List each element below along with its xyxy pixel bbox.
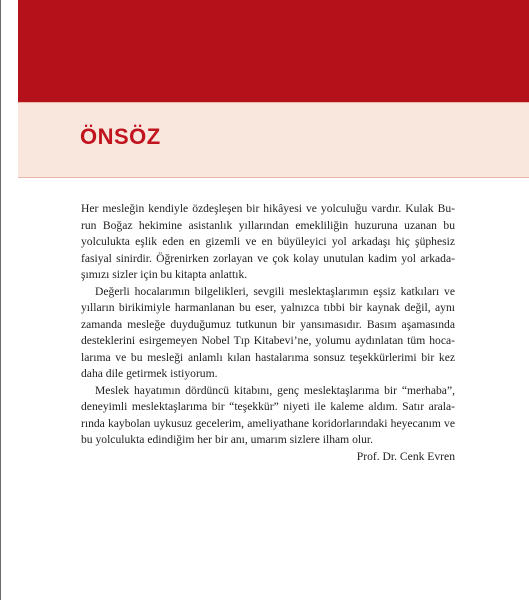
section-title-band xyxy=(18,102,529,178)
preface-body xyxy=(81,201,455,465)
author-signature: Prof. Dr. Cenk Evren xyxy=(356,449,455,463)
preface-paragraph-3: Meslek hayatımın dördüncü kitabını, genç meslektaşlarıma bir “merhaba”, deneyimli meslektaşlarıma bir “teşekkür” niyeti ile kaleme aldım. Satır aralarında kaybolan uykusuz gecelerim, ameliyathane koridorlarındaki heyecanım ve bu yolculukta edindiğim her bir anı, umarım sizlere ilham olur. xyxy=(81,383,455,446)
preface-paragraph-2: Değerli hocalarımın bilgelikleri, sevgili meslektaşlarımın eşsiz katkıları ve yılların birikimiyle harmanlanan bu eser, yalnızca tıbbi bir kaynak değil, aynı zamanda mesleğe duyduğumuz tutkunun bir yansımasıdır. Basım aşamasında desteklerini esirgemeyen Nobel Tıp Kitabevi’ne, yolumu aydınlatan tüm hocalarıma ve bu mesleği anlamlı kılan hastalarıma sonsuz teşekkürlerimi bir kez daha dile getirmek istiyorum. xyxy=(81,284,455,380)
preface-paragraph-1: Her mesleğin kendiyle özdeşleşen bir hikâyesi ve yolculuğu vardır. Kulak Burun Boğaz hekimine asistanlık yıllarından emekliliğin huzuruna uzanan bu yolculukta eşlik eden en gizemli ve en büyüleyici yol arkadaşı hiç şüphesiz fasiyal sinirdir. Öğrenirken zorlayan ve çok kolay unutulan kadim yol arkadaşımızı sizler için bu kitapta anlattık. xyxy=(81,202,455,281)
section-title: ÖNSÖZ xyxy=(80,124,161,149)
header-color-band xyxy=(18,0,529,102)
